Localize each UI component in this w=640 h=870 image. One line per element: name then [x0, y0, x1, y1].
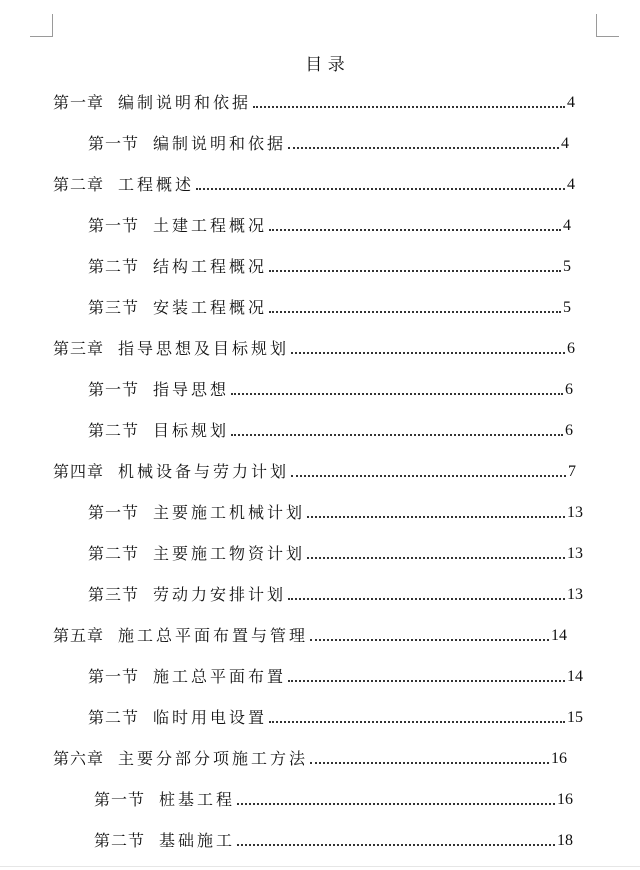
toc-entry[interactable]	[88, 665, 583, 689]
toc-entry-label: 桩基工程	[159, 790, 236, 809]
toc-entry-number: 第二节	[94, 831, 146, 850]
toc-entry-label: 安装工程概况	[153, 298, 268, 317]
toc-entry-number: 第二节	[88, 708, 140, 727]
toc-entry[interactable]	[88, 296, 571, 320]
dot-leader	[237, 803, 555, 805]
toc-entry-label: 施工总平面布置	[153, 667, 287, 686]
toc-entry-number: 第三节	[88, 298, 140, 317]
toc-entry-label: 临时用电设置	[153, 708, 268, 727]
toc-entry[interactable]	[53, 91, 575, 115]
toc-entry[interactable]	[53, 460, 576, 484]
toc-entry-page: 5	[563, 258, 571, 275]
toc-entry-page: 5	[563, 299, 571, 316]
dot-leader	[231, 393, 563, 395]
dot-leader	[291, 352, 565, 354]
toc-entry-label: 土建工程概况	[153, 216, 268, 235]
toc-entry-page: 4	[567, 176, 575, 193]
toc-entry-page: 6	[565, 422, 573, 439]
toc-entry-label: 指导思想	[153, 380, 230, 399]
toc-entry-page: 4	[561, 135, 569, 152]
toc-entry-page: 14	[567, 668, 583, 685]
toc-entry-label: 主要施工机械计划	[153, 503, 306, 522]
toc-entry[interactable]	[88, 132, 569, 156]
toc-entry[interactable]	[94, 829, 573, 853]
toc-entry-page: 14	[551, 627, 567, 644]
dot-leader	[269, 721, 565, 723]
toc-entry[interactable]	[88, 419, 573, 443]
toc-entry-number: 第二章	[53, 175, 105, 194]
toc-entry-page: 18	[557, 832, 573, 849]
toc-entry-number: 第四章	[53, 462, 105, 481]
toc-entry-page: 16	[551, 750, 567, 767]
toc-entry-label: 施工总平面布置与管理	[118, 626, 309, 645]
toc-entry-number: 第二节	[88, 544, 140, 563]
dot-leader	[269, 270, 561, 272]
margin-corner-mark-top-right	[596, 14, 619, 37]
toc-entry[interactable]	[53, 747, 567, 771]
toc-entry-number: 第一节	[94, 790, 146, 809]
toc-entry-page: 16	[557, 791, 573, 808]
toc-entry-page: 4	[567, 94, 575, 111]
toc-entry-label: 主要施工物资计划	[153, 544, 306, 563]
toc-entry-label: 编制说明和依据	[153, 134, 287, 153]
toc-title: 目 录	[305, 55, 345, 75]
toc-entry[interactable]	[53, 337, 575, 361]
dot-leader	[269, 311, 561, 313]
dot-leader	[307, 516, 565, 518]
toc-entry-number: 第一节	[88, 667, 140, 686]
toc-entry-number: 第一节	[88, 216, 140, 235]
dot-leader	[288, 598, 565, 600]
toc-entry-label: 主要分部分项施工方法	[118, 749, 309, 768]
margin-corner-mark-top-left	[30, 14, 53, 37]
toc-entry-page: 4	[563, 217, 571, 234]
toc-entry-page: 6	[567, 340, 575, 357]
toc-entry-number: 第一章	[53, 93, 105, 112]
toc-entry-label: 目标规划	[153, 421, 230, 440]
toc-entry-label: 工程概述	[118, 175, 195, 194]
dot-leader	[310, 639, 549, 641]
toc-entry-number: 第一节	[88, 134, 140, 153]
toc-entry-page: 7	[568, 463, 576, 480]
dot-leader	[310, 762, 549, 764]
toc-entry-number: 第六章	[53, 749, 105, 768]
toc-entry[interactable]	[53, 624, 567, 648]
toc-entry[interactable]	[88, 583, 583, 607]
toc-entry-label: 指导思想及目标规划	[118, 339, 290, 358]
toc-entry-label: 基础施工	[159, 831, 236, 850]
toc-entry-page: 15	[567, 709, 583, 726]
dot-leader	[253, 106, 565, 108]
toc-entry[interactable]	[88, 255, 571, 279]
toc-entry-number: 第三章	[53, 339, 105, 358]
dot-leader	[269, 229, 561, 231]
dot-leader	[307, 557, 565, 559]
toc-entry-number: 第二节	[88, 421, 140, 440]
toc-entry-label: 编制说明和依据	[118, 93, 252, 112]
page-bottom-edge	[0, 866, 640, 867]
toc-entry-number: 第二节	[88, 257, 140, 276]
toc-entry[interactable]	[88, 214, 571, 238]
toc-entry-page: 13	[567, 586, 583, 603]
toc-entry[interactable]	[88, 706, 583, 730]
toc-entry-number: 第五章	[53, 626, 105, 645]
dot-leader	[288, 147, 559, 149]
toc-entry-label: 机械设备与劳力计划	[118, 462, 290, 481]
toc-entry[interactable]	[88, 542, 583, 566]
dot-leader	[288, 680, 565, 682]
dot-leader	[231, 434, 563, 436]
toc-entry-label: 劳动力安排计划	[153, 585, 287, 604]
toc-entry-number: 第三节	[88, 585, 140, 604]
toc-entry[interactable]	[94, 788, 573, 812]
toc-entry[interactable]	[53, 173, 575, 197]
toc-entry[interactable]	[88, 378, 573, 402]
toc-entry-number: 第一节	[88, 380, 140, 399]
toc-entry[interactable]	[88, 501, 583, 525]
dot-leader	[291, 475, 566, 477]
toc-entry-page: 13	[567, 545, 583, 562]
toc-entry-number: 第一节	[88, 503, 140, 522]
dot-leader	[237, 844, 555, 846]
toc-entry-page: 13	[567, 504, 583, 521]
toc-entry-page: 6	[565, 381, 573, 398]
dot-leader	[196, 188, 565, 190]
toc-entry-label: 结构工程概况	[153, 257, 268, 276]
